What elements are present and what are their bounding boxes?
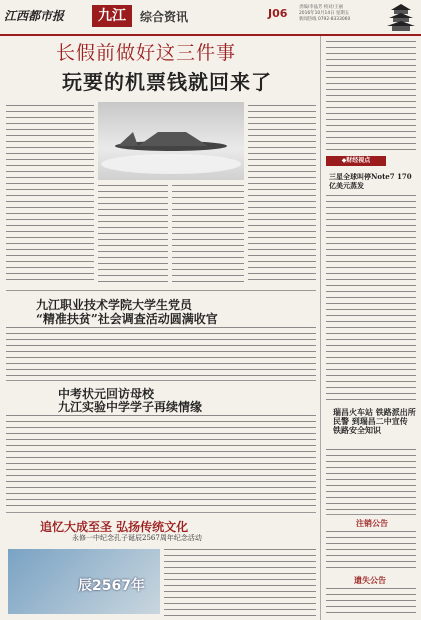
airplane-icon [98, 102, 244, 180]
article3-subheadline: 九江实验中学学子再续情缘 [58, 400, 203, 414]
article4-body [164, 548, 316, 616]
article1-body-col1 [6, 104, 94, 284]
finance-tag: ◆财经视点 [326, 156, 386, 166]
ceremony-photo [8, 549, 160, 614]
right-body-lower [326, 448, 416, 512]
right-body-top [326, 40, 416, 152]
meta-line: 新闻热线 0792-8333060 [299, 17, 351, 22]
notice-body [326, 530, 416, 570]
article1-body-col4 [248, 104, 316, 284]
pagoda-icon [385, 3, 417, 31]
right-body-mid [326, 194, 416, 400]
right-headline1: 三星全球叫停Note7 170亿美元蒸发 [329, 172, 412, 190]
article3-headline: 中考状元回访母校 [58, 387, 155, 401]
article1-body-col2 [98, 184, 168, 284]
page-meta [299, 5, 350, 23]
meta-line: 2016年10月14日 星期五 [299, 11, 350, 16]
section-title: 综合资讯 [140, 10, 189, 24]
section-badge: 九江 [92, 5, 132, 27]
divider [6, 512, 316, 513]
column-divider [320, 36, 321, 620]
newspaper-logo: 江西都市报 [4, 9, 65, 23]
divider [326, 514, 416, 515]
divider [6, 380, 316, 381]
page-number: J06 [268, 7, 288, 20]
page-header [0, 0, 421, 36]
notice-headline: 注销公告 [356, 518, 388, 528]
article1-headline: 长假前做好这三件事 [56, 42, 237, 64]
airplane-photo [98, 102, 244, 180]
right-headline2: 瑞昌火车站 铁路派出所民警 到瑞昌二中宣传 铁路安全知识 [333, 407, 416, 435]
article1-subheadline: 玩要的机票钱就回来了 [62, 70, 272, 94]
lost-notice-headline: 遗失公告 [354, 575, 386, 585]
article2-headline: 九江职业技术学院大学生党员 [36, 298, 193, 312]
article1-body-col3 [172, 184, 244, 284]
article3-body [6, 414, 316, 510]
article4-subheadline: 永修一中纪念孔子诞辰2567周年纪念活动 [72, 534, 202, 542]
article4-headline: 追忆大成至圣 弘扬传统文化 [40, 520, 189, 534]
lost-notice-body [326, 587, 416, 615]
article2-body [6, 326, 316, 378]
article2-subheadline: “精准扶贫”社会调查活动圆满收官 [36, 312, 218, 326]
meta-line: 责编/李晶芳 校对/王丽 [299, 5, 343, 10]
divider [6, 290, 316, 291]
photo-banner-text: 辰2567年 [78, 578, 145, 594]
